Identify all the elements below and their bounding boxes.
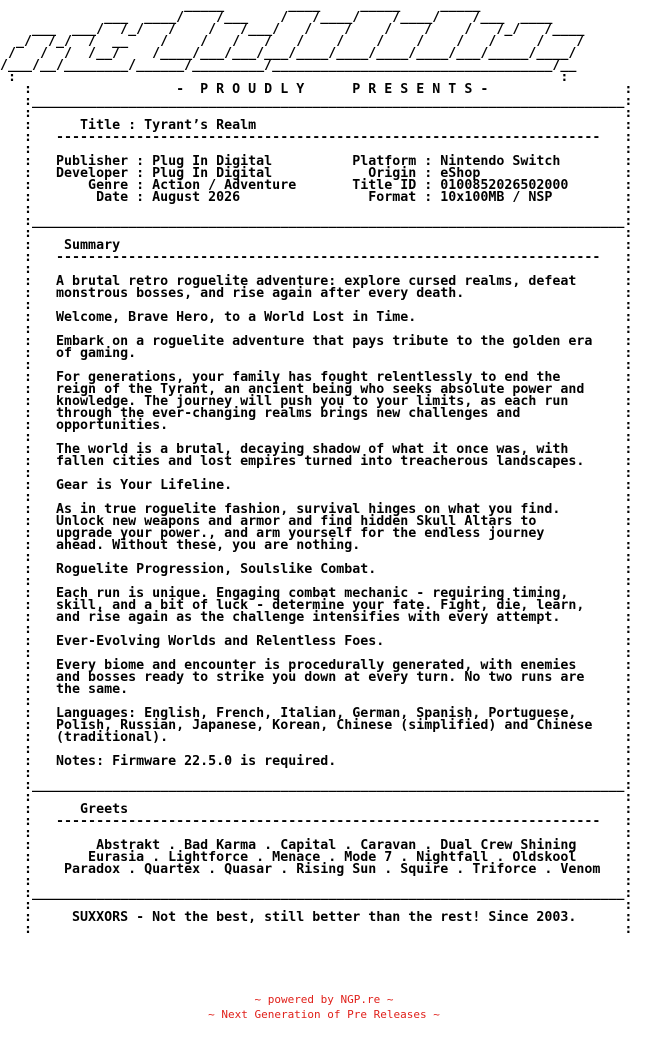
summary-line: : through the ever-changing realms brings new challenges and : [24, 406, 633, 421]
summary-line: : Gear is Your Lifeline. : [24, 478, 633, 493]
greets-line: : Eurasia . Lightforce . Menace . Mode 7 . Nightfall . Oldskool : [24, 850, 633, 865]
greets-line: : Paradox . Quartex . Quasar . Rising Sun . Squire . Triforce . Venom : [24, 862, 633, 877]
rule: : -------------------------------------------------------------------- : [24, 250, 633, 265]
group-tagline: : SUXXORS - Not the best, still better than the rest! Since 2003. : [24, 910, 633, 925]
summary-line: : Every biome and encounter is procedurally generated, with enemies : [24, 658, 633, 673]
summary-line: : Welcome, Brave Hero, to a World Lost in Time. : [24, 310, 633, 325]
release-title: : Title : Tyrant’s Realm : [24, 118, 633, 133]
summary-line: : and rise again as the challenge intensifies with every attempt. : [24, 610, 633, 625]
ascii-logo-line: /___/__/________/______/_________/___________________________________/__ [0, 58, 577, 73]
ascii-logo-line: ___ ___/ /_/ / / /___/ / / / / / /_/ /____ [32, 22, 585, 37]
summary-line: : The world is a brutal, decaying shadow of what it once was, with : [24, 442, 633, 457]
summary-line: : knowledge. The journey will push you to your limits, as each run : [24, 394, 633, 409]
summary-line: : Notes: Firmware 22.5.0 is required. : [24, 754, 633, 769]
ascii-logo-line: : : [8, 70, 569, 85]
summary-line: : Unlock new weapons and armor and find hidden Skull Altars to : [24, 514, 633, 529]
summary-line: : As in true roguelite fashion, survival hinges on what you find. : [24, 502, 633, 517]
rule: :__________________________________________________________________________: [24, 214, 633, 229]
summary-heading: : Summary : [24, 238, 633, 253]
summary-line: : (traditional). : [24, 730, 633, 745]
summary-line: : reign of the Tyrant, an ancient being who seeks absolute power and : [24, 382, 633, 397]
rule: : -------------------------------------------------------------------- : [24, 814, 633, 829]
ascii-logo-line: _/ /_/ / __ / / / / / / / / / / / / [16, 34, 585, 49]
footer-tagline: ~ Next Generation of Pre Releases ~ [208, 1008, 440, 1021]
summary-line: : ahead. Without these, you are nothing. : [24, 538, 633, 553]
rule: :__________________________________________________________________________: [24, 94, 633, 109]
ascii-logo-line: ___ ____/ /___ / /____/ /____/ /___ ____ [104, 10, 553, 25]
info-genre: : Genre : Action / Adventure Title ID : 0100852026502000 : [24, 178, 633, 193]
summary-line: : Ever-Evolving Worlds and Relentless Foes. : [24, 634, 633, 649]
summary-line: : the same. : [24, 682, 633, 697]
greets-line: : Abstrakt . Bad Karma . Capital . Caravan . Dual Crew Shining : [24, 838, 633, 853]
summary-line: : Embark on a roguelite adventure that pays tribute to the golden era : [24, 334, 633, 349]
summary-line: : Each run is unique. Engaging combat mechanic - requiring timing, : [24, 586, 633, 601]
summary-line: : Polish, Russian, Japanese, Korean, Chinese (simplified) and Chinese : [24, 718, 633, 733]
summary-line: : skill, and a bit of luck - determine your fate. Fight, die, learn, : [24, 598, 633, 613]
summary-line: : For generations, your family has fought relentlessly to end the : [24, 370, 633, 385]
ascii-logo-line: / / / /__/ /____/___/___/___/____/____/____/____/___/_____/____/ [8, 46, 577, 61]
summary-line: : Roguelite Progression, Soulslike Combat. : [24, 562, 633, 577]
proudly-presents: : - P R O U D L Y P R E S E N T S - : [24, 82, 633, 97]
summary-line: : fallen cities and lost empires turned into treacherous landscapes. : [24, 454, 633, 469]
summary-line: : upgrade your power., and arm yourself for the endless journey : [24, 526, 633, 541]
nfo-document: _____ ____ _____ _____ ___ ____/ /___ / /____/ /____/ /___ ____ ___ ___/ /_/ / / /___/ / / / / / /_/ /____ _/ /_/ / __ / / / / / / / / / / / / / / / /__/ /____/___/___/___/____/____/____/____/___/_____/____/ /___/__/________/______/_________/___________________________________/__ : : : - P R O U D L Y P R E S E N T S - : :__________________________________________________________________________: : : : Title : Tyrant’s Realm : : -------------------------------------------------------------------- : : : : Publisher : Plug In Digital Platform : Nintendo Switch : : Developer : Plug In Digital Origin : eShop : : Genre : Action / Adventure Title ID : 0100852026502000 : : Date : August 2026 Format : 10x100MB / NSP : : : :__________________________________________________________________________: : : : Summary : : -------------------------------------------------------------------- : : : : A brutal retro roguelite adventure: explore cursed realms, defeat : : monstrous bosses, and rise again after every death. : : : : Welcome, Brave Hero, to a World Lost in Time. : : : : Embark on a roguelite adventure that pays tribute to the golden era : : of gaming. : : : : For generations, your family has fought relentlessly to end the : : reign of the Tyrant, an ancient being who seeks absolute power and : : knowledge. The journey will push you to your limits, as each run : : through the ever-changing realms brings new challenges and : : opportunities. : : : : The world is a brutal, decaying shadow of what it once was, with : : fallen cities and lost empires turned into treacherous landscapes. : : : : Gear is Your Lifeline. : : : : As in true roguelite fashion, survival hinges on what you find. : : Unlock new weapons and armor and find hidden Skull Altars to : : upgrade your power., and arm yourself for the endless journey : : ahead. Without these, you are nothing. : : : : Roguelite Progression, Soulslike Combat. : : : : Each run is unique. Engaging combat mechanic - requiring timing, : : skill, and a bit of luck - determine your fate. Fight, die, learn, : : and rise again as the challenge intensifies with every attempt. : : : : Ever-Evolving Worlds and Relentless Foes. : : : : Every biome and encounter is procedurally generated, with enemies : : and bosses ready to strike you down at every turn. No two runs are : : the same. : : : : Languages: English, French, Italian, German, Spanish, Portuguese, : : Polish, Russian, Japanese, Korean, Chinese (simplified) and Chinese : : (traditional). : : : : Notes: Firmware 22.5.0 is required. : : : :__________________________________________________________________________: : : : Greets : : -------------------------------------------------------------------- : : : : Abstrakt . Bad Karma . Capital . Caravan . Dual Crew Shining : : Eurasia . Lightforce . Menace . Mode 7 . Nightfall . Oldskool : : Paradox . Quartex . Quasar . Rising Sun . Squire . Triforce . Venom : : : :__________________________________________________________________________: : : : SUXXORS - Not the best, still better than the rest! Since 2003. : : : [0, 0, 633, 937]
summary-line: : of gaming. : [24, 346, 633, 361]
info-publisher: : Publisher : Plug In Digital Platform : Nintendo Switch : [24, 154, 633, 169]
rule: : -------------------------------------------------------------------- : [24, 130, 633, 145]
info-date: : Date : August 2026 Format : 10x100MB / NSP : [24, 190, 633, 205]
summary-line: : opportunities. : [24, 418, 633, 433]
rule: :__________________________________________________________________________: [24, 886, 633, 901]
summary-line: : and bosses ready to strike you down at every turn. No two runs are : [24, 670, 633, 685]
info-developer: : Developer : Plug In Digital Origin : eShop : [24, 166, 633, 181]
footer-powered-by: ~ powered by NGP.re ~ [254, 993, 394, 1006]
summary-line: : A brutal retro roguelite adventure: explore cursed realms, defeat : [24, 274, 633, 289]
rule: :__________________________________________________________________________: [24, 778, 633, 793]
greets-heading: : Greets : [24, 802, 633, 817]
summary-line: : Languages: English, French, Italian, German, Spanish, Portuguese, : [24, 706, 633, 721]
summary-line: : monstrous bosses, and rise again after every death. : [24, 286, 633, 301]
ascii-logo-line: _____ ____ _____ _____ [184, 0, 481, 13]
